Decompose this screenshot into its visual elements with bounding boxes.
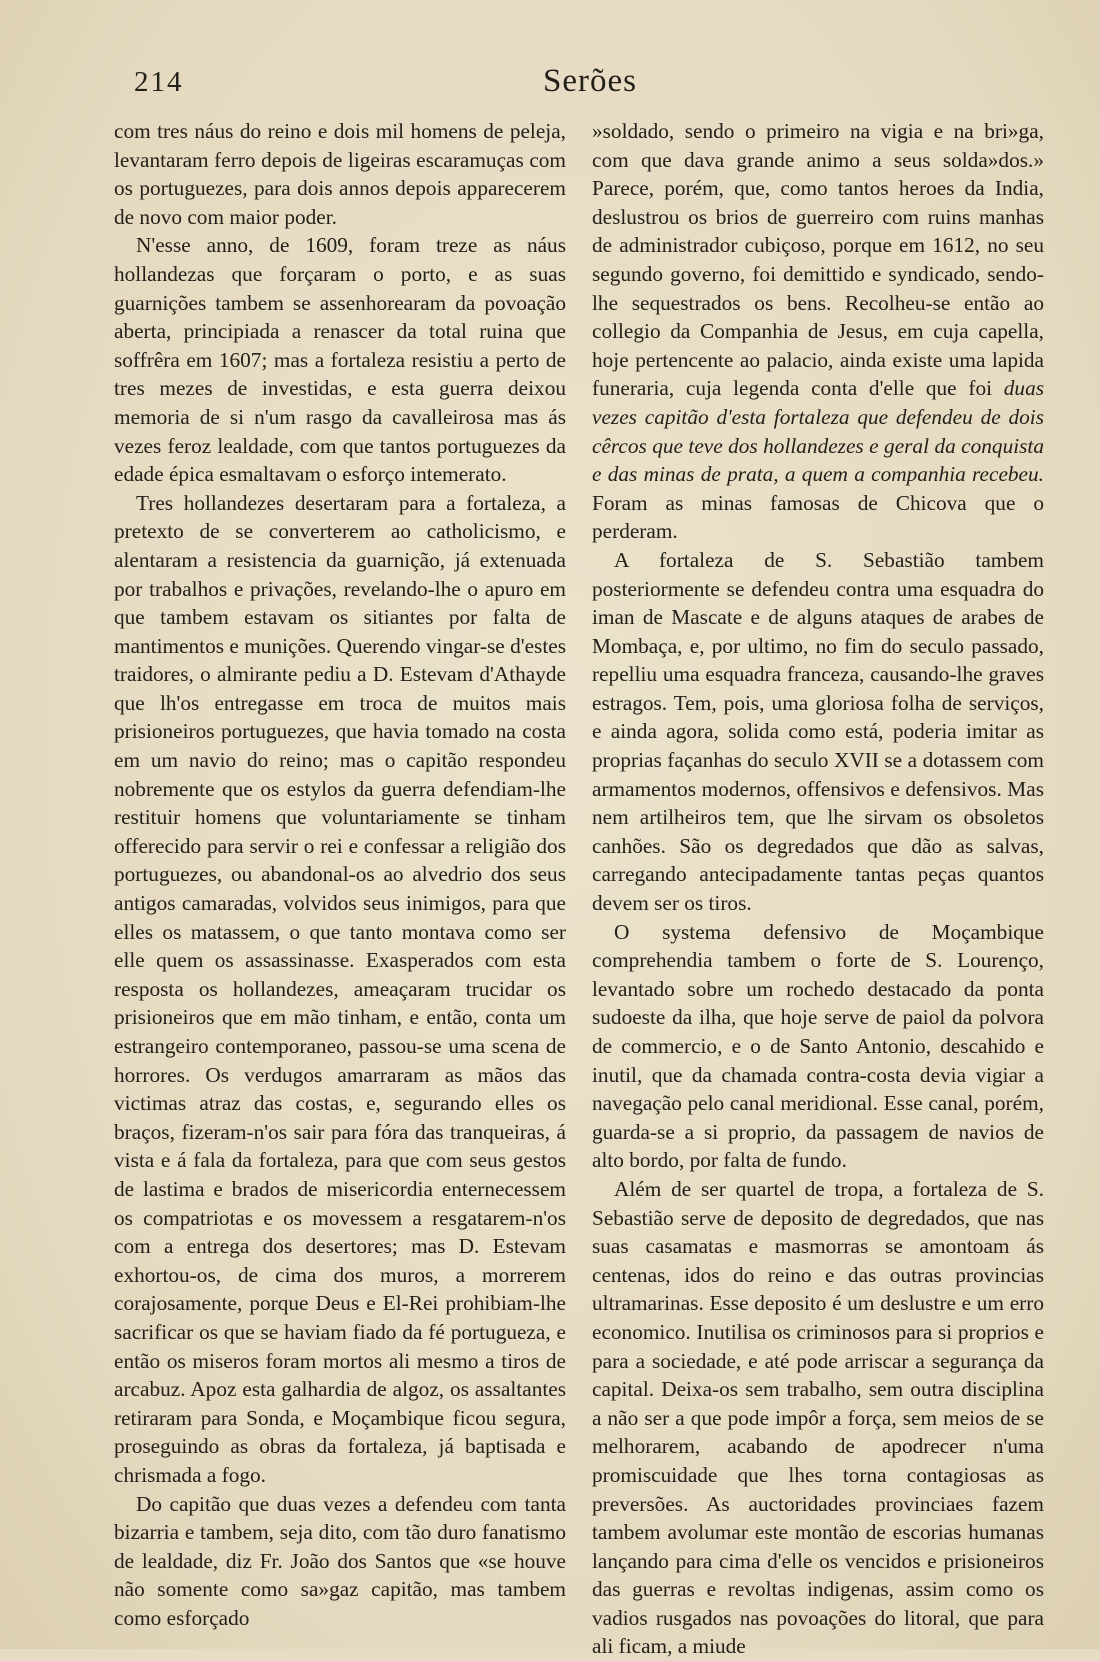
paragraph: O systema defensivo de Moçambique comprehendia tambem o forte de S. Lourenço, levantado sobre um rochedo destacado da ponta sudoeste da ilha, que hoje serve de paiol da polvora de commercio, e o de Santo Antonio, descahido e inutil, que da chamada contra-costa devia vigiar a navegação pelo canal meridional. Esse canal, porém, guarda-se a si proprio, da passagem de navios de alto bordo, por falta de fundo. <box>592 919 1044 1173</box>
left-column <box>114 117 566 1632</box>
page-number: 214 <box>134 66 184 98</box>
right-column <box>592 117 1044 1661</box>
page-header <box>134 63 1046 106</box>
paragraph: A fortaleza de S. Sebastião tambem posteriormente se defendeu contra uma esquadra do iman de Mascate e de alguns ataques de arabes de Mombaça, e, por ultimo, no fim do seculo passado, repelliu uma esquadra franceza, causando-lhe graves estragos. Tem, pois, uma gloriosa folha de serviços, e ainda agora, solida como está, poderia imitar as proprias façanhas do seculo XVII se a dotassem com armamentos modernos, offensivos e defensivos. Mas nem artilheiros tem, que lhe sirvam os obsoletos canhões. São os degredados que dão as salvas, carregando antecipadamente tantas peças quantos devem ser os tiros. <box>592 547 1044 916</box>
paragraph: com tres náus do reino e dois mil homens de peleja, levantaram ferro depois de ligeiras escaramuças com os portuguezes, para dois annos depois apparecerem de novo com maior poder. <box>114 119 566 229</box>
italic-inscription: duas vezes capitão d'esta fortaleza que defendeu de dois cêrcos que teve dos hollandezes e geral da conquista e das minas de prata, a quem a companhia recebeu. <box>592 376 1044 487</box>
paragraph-text: »soldado, sendo o primeiro na vigia e na bri»ga, com que dava grande animo a seus solda»dos.» Parece, porém, que, como tantos heroes da India, deslustrou os brios de guerreiro com ruins manhas de administrador cubiçoso, porque em 1612, no seu segundo governo, foi demittido e syndicado, sendo-lhe sequestrados os bens. Recolheu-se então ao collegio da Companhia de Jesus, em cuja capella, hoje pertencente ao palacio, ainda existe uma lapida funeraria, cuja legenda conta d'elle que foi <box>592 119 1044 401</box>
paragraph-text: Foram as minas famosas de Chicova que o perderam. <box>592 490 1044 544</box>
paragraph: Do capitão que duas vezes a defendeu com tanta bizarria e tambem, seja dito, com tão duro fanatismo de lealdade, diz Fr. João dos Santos que «se houve não somente como sa»gaz capitão, mas tambem como esforçado <box>114 1491 566 1630</box>
running-title: Serões <box>543 63 637 99</box>
paragraph: N'esse anno, de 1609, foram treze as náus hollandezas que forçaram o porto, e as suas guarnições tambem se assenhorearam da povoação aberta, principiada a renascer da total ruina que soffrêra em 1607; mas a fortaleza resistiu a perto de tres mezes de investidas, e esta guerra deixou memoria de si n'um rasgo da cavalleirosa mas ás vezes feroz lealdade, com que tantos portuguezes da edade épica esmaltavam o esforço intemerato. <box>114 233 566 487</box>
paragraph: Tres hollandezes desertaram para a fortaleza, a pretexto de se converterem ao catholicismo, e alentaram a resistencia da guarnição, já extenuada por trabalhos e privações, revelando-lhe o apuro em que tambem estavam os sitiantes por falta de mantimentos e munições. Querendo vingar-se d'estes traidores, o almirante pediu a D. Estevam d'Athayde que lh'os entregasse em troca de muitos mais prisioneiros portuguezes, que havia tomado na costa em um navio do reino; mas o capitão respondeu nobremente que os estylos da guerra defendiam-lhe restituir homens que voluntariamente se tinham offerecido para servir o rei e confessar a religião dos portuguezes, ou abandonal-os ao alvedrio dos seus antigos camaradas, volvidos seus inimigos, para que elles os matassem, o que tanto montava como ser elle quem os assassinasse. Exasperados com esta resposta os hollandezes, ameaçaram trucidar os prisioneiros que em mão tinham, e então, conta um estrangeiro contemporaneo, passou-se uma scena de horrores. Os verdugos amarraram as mãos das victimas atraz das costas, e, segurando elles os braços, fizeram-n'os sair para fóra das tranqueiras, á vista e á fala da fortaleza, para que com seus gestos de lastima e brados de misericordia enternecessem os compatriotas e os movessem a resgatarem-n'os com a entrega dos desertores; mas D. Estevam exhortou-os, de cima dos muros, a morrerem corajosamente, porque Deus e El-Rei prohibiam-lhe sacrificar os que se haviam fiado da fé portugueza, e então os miseros foram mortos ali mesmo a tiros de arcabuz. Apoz esta galhardia de algoz, os assaltantes retiraram para Sonda, e Moçambique ficou segura, proseguindo as obras da fortaleza, já baptisada e chrismada a fogo. <box>114 490 566 1487</box>
paragraph <box>592 117 1044 546</box>
paragraph: Além de ser quartel de tropa, a fortaleza de S. Sebastião serve de deposito de degredados, que nas suas casamatas e masmorras se amontoam ás centenas, idos do reino e das outras provincias ultramarinas. Esse deposito é um deslustre e um erro economico. Inutilisa os criminosos para si proprios e para a sociedade, e até pode arriscar a segurança da capital. Deixa-os sem trabalho, sem outra disciplina a não ser a que pode impôr a força, sem meios de se melhorarem, acabando de apodrecer n'uma promiscuidade que lhes torna contagiosas as preversões. As auctoridades provinciaes fazem tambem avolumar este montão de escorias humanas lançando para cima d'elle os vencidos e prisioneiros das guerras e revoltas indigenas, assim como os vadios rusgados nas povoações do litoral, que para ali ficam, a miude <box>592 1176 1044 1659</box>
